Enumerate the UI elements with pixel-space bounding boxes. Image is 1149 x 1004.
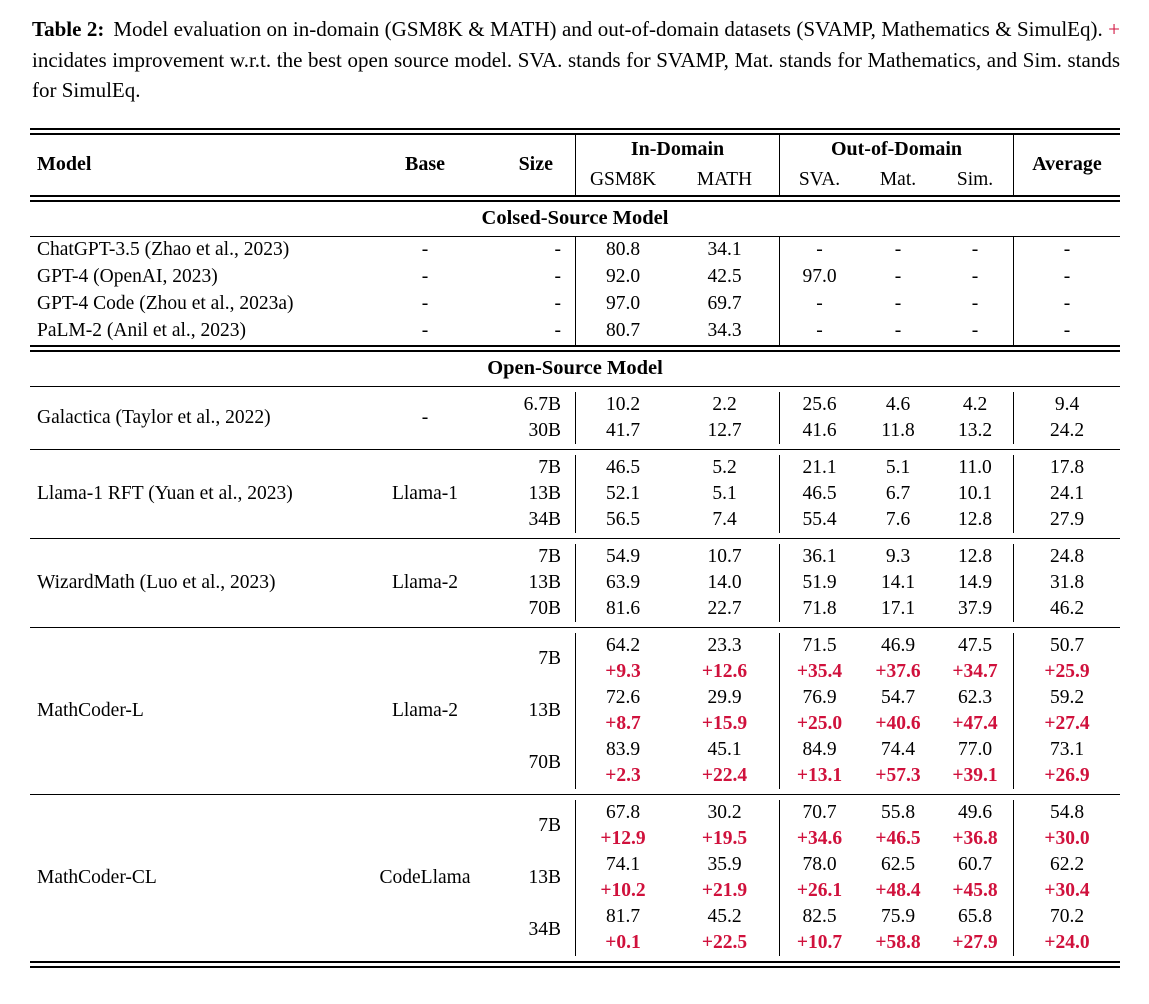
cell-sim: 77.0 xyxy=(957,738,993,760)
cell-sva: 71.5 xyxy=(779,633,859,659)
cell-average: 46.2 xyxy=(1013,596,1120,622)
cell-model: ChatGPT-3.5 (Zhao et al., 2023) xyxy=(37,239,290,260)
cell-math: 29.9 xyxy=(707,686,742,708)
cell-size: 13B xyxy=(528,571,561,593)
cell-base: - xyxy=(421,239,429,260)
cell-sva: 78.0 xyxy=(779,852,859,878)
cell-model: MathCoder-L xyxy=(37,699,144,721)
table-header xyxy=(30,135,1120,195)
section-title: Open-Source Model xyxy=(487,357,663,379)
cell-average: 70.2 xyxy=(1013,904,1120,930)
caption-label: Table 2: xyxy=(32,17,105,41)
model-group xyxy=(30,291,1120,318)
cell-sva: 25.6 xyxy=(779,392,859,418)
cell-math: 10.7 xyxy=(707,545,742,567)
delta-cell-sim: +47.4 xyxy=(952,712,998,734)
cell-average: 31.8 xyxy=(1013,570,1120,596)
cell-sva: 84.9 xyxy=(779,737,859,763)
cell-sim: - xyxy=(971,320,979,341)
cell-average: - xyxy=(1013,237,1120,264)
delta-cell-sva: +26.1 xyxy=(779,878,859,904)
delta-cell-math: +21.9 xyxy=(701,879,748,901)
cell-base: Llama-2 xyxy=(391,699,459,721)
cell-math: 34.1 xyxy=(707,239,742,260)
cell-gsm8k: 10.2 xyxy=(575,392,670,418)
cell-sim: 10.1 xyxy=(957,482,993,504)
cell-math: 30.2 xyxy=(707,801,742,823)
caption-plus-symbol: + xyxy=(1108,17,1120,41)
cell-math: 35.9 xyxy=(707,853,742,875)
delta-cell-average: +24.0 xyxy=(1013,930,1120,956)
cell-math: 14.0 xyxy=(707,571,742,593)
cell-average: 24.1 xyxy=(1013,481,1120,507)
col-header-mat: Mat. xyxy=(879,168,917,190)
cell-sim: 37.9 xyxy=(957,597,993,619)
col-header-gsm8k: GSM8K xyxy=(575,165,670,195)
delta-cell-mat: +57.3 xyxy=(875,764,921,786)
delta-cell-gsm8k: +12.9 xyxy=(575,826,670,852)
cell-sva: 21.1 xyxy=(779,455,859,481)
table-bottom-rule xyxy=(30,961,1120,968)
table-caption xyxy=(0,0,1149,106)
cell-mat: 62.5 xyxy=(880,853,916,875)
cell-sva: 46.5 xyxy=(779,481,859,507)
delta-cell-mat: +40.6 xyxy=(875,712,921,734)
col-header-size: Size xyxy=(518,153,553,175)
cell-sim: 4.2 xyxy=(962,393,988,415)
cell-mat: 4.6 xyxy=(885,393,911,415)
cell-size: 13B xyxy=(528,482,561,504)
cell-size: 34B xyxy=(528,508,561,530)
cell-model: GPT-4 Code (Zhou et al., 2023a) xyxy=(37,293,294,314)
delta-cell-sva: +10.7 xyxy=(779,930,859,956)
cell-average: - xyxy=(1013,264,1120,291)
cell-mat: - xyxy=(894,266,902,287)
delta-cell-sim: +34.7 xyxy=(952,660,998,682)
cell-sva: - xyxy=(779,237,859,264)
cell-sva: 51.9 xyxy=(779,570,859,596)
cell-base: - xyxy=(421,293,429,314)
cell-mat: 17.1 xyxy=(880,597,916,619)
cell-sim: 60.7 xyxy=(957,853,993,875)
cell-sim: 11.0 xyxy=(958,456,992,478)
delta-cell-math: +22.5 xyxy=(701,931,748,953)
cell-math: 45.2 xyxy=(707,905,742,927)
cell-size: 70B xyxy=(528,751,561,773)
delta-cell-sva: +13.1 xyxy=(779,763,859,789)
delta-cell-math: +22.4 xyxy=(701,764,748,786)
cell-sva: 36.1 xyxy=(779,544,859,570)
cell-sim: 62.3 xyxy=(957,686,993,708)
cell-base: CodeLlama xyxy=(379,866,471,888)
model-group xyxy=(30,449,1120,538)
cell-average: 27.9 xyxy=(1013,507,1120,533)
cell-mat: - xyxy=(894,293,902,314)
cell-sva: - xyxy=(779,291,859,318)
col-header-sva: SVA. xyxy=(779,165,859,195)
cell-math: 5.2 xyxy=(712,456,737,478)
delta-cell-gsm8k: +10.2 xyxy=(575,878,670,904)
cell-gsm8k: 81.6 xyxy=(575,596,670,622)
cell-math: 7.4 xyxy=(712,508,737,530)
model-group xyxy=(30,794,1120,961)
cell-mat: 14.1 xyxy=(880,571,916,593)
cell-size: - xyxy=(554,320,561,341)
cell-average: 9.4 xyxy=(1013,392,1120,418)
cell-gsm8k: 67.8 xyxy=(575,800,670,826)
cell-math: 34.3 xyxy=(707,320,742,341)
delta-cell-average: +30.0 xyxy=(1013,826,1120,852)
cell-mat: 55.8 xyxy=(880,801,916,823)
cell-size: 6.7B xyxy=(523,393,561,415)
delta-cell-gsm8k: +2.3 xyxy=(575,763,670,789)
cell-sim: 12.8 xyxy=(957,545,993,567)
cell-average: 24.8 xyxy=(1013,544,1120,570)
cell-gsm8k: 97.0 xyxy=(575,291,670,318)
delta-cell-average: +30.4 xyxy=(1013,878,1120,904)
delta-cell-mat: +37.6 xyxy=(875,660,921,682)
cell-size: 7B xyxy=(538,647,561,669)
delta-cell-sva: +25.0 xyxy=(779,711,859,737)
cell-size: - xyxy=(554,239,561,260)
delta-cell-sim: +39.1 xyxy=(952,764,998,786)
results-table xyxy=(30,128,1120,968)
cell-gsm8k: 80.7 xyxy=(575,318,670,345)
cell-mat: 5.1 xyxy=(885,456,911,478)
delta-cell-math: +15.9 xyxy=(701,712,748,734)
cell-sim: - xyxy=(971,293,979,314)
cell-size: 34B xyxy=(528,918,561,940)
cell-math: 12.7 xyxy=(707,419,742,441)
cell-average: 24.2 xyxy=(1013,418,1120,444)
section-title: Colsed-Source Model xyxy=(481,207,669,229)
cell-base: Llama-1 xyxy=(391,482,459,504)
cell-mat: 7.6 xyxy=(885,508,911,530)
section-divider-rule xyxy=(30,195,1120,202)
col-header-math: MATH xyxy=(696,168,753,190)
cell-base: Llama-2 xyxy=(391,571,459,593)
cell-mat: 9.3 xyxy=(885,545,911,567)
cell-average: 54.8 xyxy=(1013,800,1120,826)
cell-average: 17.8 xyxy=(1013,455,1120,481)
cell-sva: 41.6 xyxy=(779,418,859,444)
model-group xyxy=(30,318,1120,345)
delta-cell-gsm8k: +8.7 xyxy=(575,711,670,737)
cell-math: 2.2 xyxy=(712,393,737,415)
cell-model: PaLM-2 (Anil et al., 2023) xyxy=(37,320,247,341)
cell-math: 5.1 xyxy=(712,482,737,504)
cell-model: GPT-4 (OpenAI, 2023) xyxy=(37,266,218,287)
cell-mat: 74.4 xyxy=(880,738,916,760)
cell-model: WizardMath (Luo et al., 2023) xyxy=(37,571,276,593)
col-header-base: Base xyxy=(405,153,445,175)
cell-base: - xyxy=(421,406,429,428)
cell-gsm8k: 92.0 xyxy=(575,264,670,291)
cell-size: 30B xyxy=(528,419,561,441)
section-divider-rule xyxy=(30,345,1120,352)
cell-gsm8k: 74.1 xyxy=(575,852,670,878)
cell-sva: 70.7 xyxy=(779,800,859,826)
model-group xyxy=(30,387,1120,449)
cell-sim: - xyxy=(971,239,979,260)
cell-mat: - xyxy=(894,239,902,260)
delta-cell-sva: +35.4 xyxy=(779,659,859,685)
cell-sva: 82.5 xyxy=(779,904,859,930)
delta-cell-sim: +36.8 xyxy=(952,827,998,849)
cell-sim: 49.6 xyxy=(957,801,993,823)
cell-size: 7B xyxy=(538,814,561,836)
col-header-sim: Sim. xyxy=(956,168,994,190)
cell-gsm8k: 52.1 xyxy=(575,481,670,507)
cell-gsm8k: 80.8 xyxy=(575,237,670,264)
cell-size: 7B xyxy=(538,545,561,567)
delta-cell-average: +27.4 xyxy=(1013,711,1120,737)
cell-sim: - xyxy=(971,266,979,287)
delta-cell-math: +12.6 xyxy=(701,660,748,682)
cell-mat: 75.9 xyxy=(880,905,916,927)
cell-sim: 13.2 xyxy=(957,419,993,441)
cell-base: - xyxy=(421,266,429,287)
caption-text-2: incidates improvement w.r.t. the best open source model. SVA. stands for SVAMP, Mat. stands for Mathematics, and Sim. stands for SimulEq. xyxy=(32,47,1120,102)
cell-gsm8k: 63.9 xyxy=(575,570,670,596)
model-group xyxy=(30,627,1120,794)
table-top-rule xyxy=(30,128,1120,135)
cell-sva: 97.0 xyxy=(779,264,859,291)
cell-gsm8k: 41.7 xyxy=(575,418,670,444)
delta-cell-gsm8k: +9.3 xyxy=(575,659,670,685)
cell-average: 50.7 xyxy=(1013,633,1120,659)
cell-average: - xyxy=(1013,291,1120,318)
delta-cell-sim: +27.9 xyxy=(952,931,998,953)
delta-cell-mat: +58.8 xyxy=(875,931,921,953)
cell-size: - xyxy=(554,266,561,287)
cell-gsm8k: 54.9 xyxy=(575,544,670,570)
cell-math: 23.3 xyxy=(707,634,742,656)
cell-sva: 71.8 xyxy=(779,596,859,622)
cell-gsm8k: 72.6 xyxy=(575,685,670,711)
delta-cell-mat: +48.4 xyxy=(875,879,921,901)
cell-math: 45.1 xyxy=(707,738,742,760)
cell-gsm8k: 81.7 xyxy=(575,904,670,930)
cell-gsm8k: 83.9 xyxy=(575,737,670,763)
cell-average: - xyxy=(1013,318,1120,345)
model-group xyxy=(30,237,1120,264)
cell-sva: 76.9 xyxy=(779,685,859,711)
cell-sim: 12.8 xyxy=(957,508,993,530)
model-group xyxy=(30,538,1120,627)
cell-average: 62.2 xyxy=(1013,852,1120,878)
cell-size: 13B xyxy=(528,866,561,888)
delta-cell-average: +25.9 xyxy=(1013,659,1120,685)
delta-cell-average: +26.9 xyxy=(1013,763,1120,789)
col-group-in-domain: In-Domain xyxy=(575,135,779,165)
cell-model: MathCoder-CL xyxy=(37,866,157,888)
cell-mat: - xyxy=(894,320,902,341)
cell-size: 70B xyxy=(528,597,561,619)
cell-sim: 14.9 xyxy=(957,571,993,593)
cell-mat: 46.9 xyxy=(880,634,916,656)
cell-math: 69.7 xyxy=(707,293,742,314)
cell-model: Llama-1 RFT (Yuan et al., 2023) xyxy=(37,482,293,504)
cell-mat: 11.8 xyxy=(881,419,915,441)
col-header-average: Average xyxy=(1013,135,1120,195)
caption-text-1: Model evaluation on in-domain (GSM8K & MATH) and out-of-domain datasets (SVAMP, Mathematics & SimulEq). xyxy=(113,17,1109,41)
cell-average: 73.1 xyxy=(1013,737,1120,763)
col-header-model: Model xyxy=(37,153,92,175)
table-body xyxy=(30,195,1120,968)
cell-mat: 6.7 xyxy=(885,482,911,504)
delta-cell-mat: +46.5 xyxy=(875,827,921,849)
col-group-out-of-domain: Out-of-Domain xyxy=(779,135,1013,165)
cell-gsm8k: 56.5 xyxy=(575,507,670,533)
cell-sim: 65.8 xyxy=(957,905,993,927)
cell-average: 59.2 xyxy=(1013,685,1120,711)
cell-math: 22.7 xyxy=(707,597,742,619)
cell-size: 13B xyxy=(528,699,561,721)
delta-cell-gsm8k: +0.1 xyxy=(575,930,670,956)
delta-cell-sim: +45.8 xyxy=(952,879,998,901)
delta-cell-math: +19.5 xyxy=(701,827,748,849)
cell-size: 7B xyxy=(538,456,561,478)
cell-model: Galactica (Taylor et al., 2022) xyxy=(37,406,271,428)
cell-math: 42.5 xyxy=(707,266,742,287)
cell-sva: 55.4 xyxy=(779,507,859,533)
cell-sva: - xyxy=(779,318,859,345)
model-group xyxy=(30,264,1120,291)
cell-size: - xyxy=(554,293,561,314)
cell-gsm8k: 46.5 xyxy=(575,455,670,481)
cell-mat: 54.7 xyxy=(880,686,916,708)
delta-cell-sva: +34.6 xyxy=(779,826,859,852)
cell-base: - xyxy=(421,320,429,341)
cell-gsm8k: 64.2 xyxy=(575,633,670,659)
cell-sim: 47.5 xyxy=(957,634,993,656)
